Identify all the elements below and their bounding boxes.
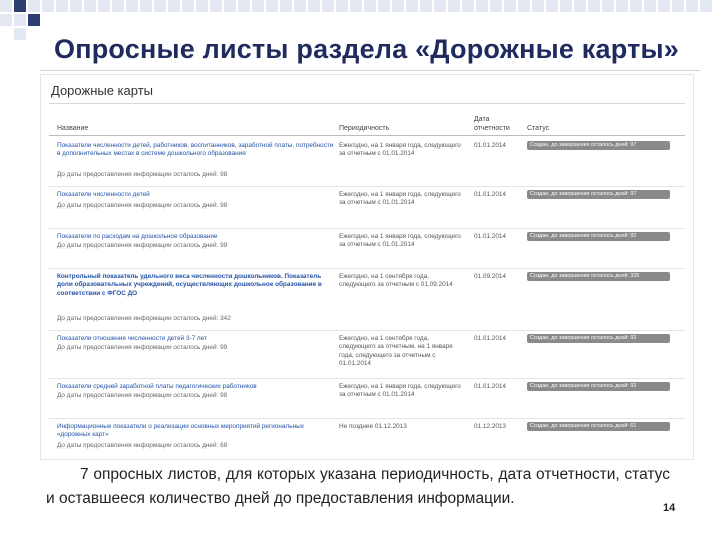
caption-text: 7 опросных листов, для которых указана периодичность, дата отчетности, статус и оставшееся количество дней до предоставления информации. (46, 466, 670, 507)
status-badge[interactable]: Создан, до завершения осталось дней: 92 (527, 382, 670, 391)
table-row (49, 187, 685, 229)
row-days-left: До даты предоставления информации осталось дней: 98 (57, 392, 228, 399)
row-days-left: До даты предоставления информации осталось дней: 98 (57, 171, 228, 178)
row-period: Ежегодно, на 1 января года, следующего за отчетным с 01.01.2014 (339, 383, 461, 399)
row-date: 01.01.2014 (474, 335, 506, 342)
row-days-left: До даты предоставления информации осталось дней: 98 (57, 202, 228, 209)
status-badge[interactable]: Создан, до завершения осталось дней: 97 (527, 190, 670, 199)
column-header-date: Дата отчетности (474, 116, 510, 132)
row-days-left: До даты предоставления информации осталось дней: 99 (57, 242, 228, 249)
row-name-link[interactable]: Контрольный показатель удельного веса численности дошкольников. Показатель доли образовательных учреждений, осуществляющих дошкольное образование в соответствии с ФГОС ДО (57, 273, 322, 297)
slide-title: Опросные листы раздела «Дорожные карты» (54, 34, 679, 64)
row-date: 01.12.2013 (474, 423, 506, 430)
row-period: Не позднее 01.12.2013 (339, 423, 407, 430)
row-name-link[interactable]: Показатели по расходам на дошкольное образование (57, 233, 218, 240)
row-days-left: До даты предоставления информации осталось дней: 68 (57, 442, 228, 449)
row-period: Ежегодно, на 1 января года, следующего за отчетным с 01.01.2014 (339, 233, 461, 249)
table-row (49, 138, 685, 187)
table-row (49, 419, 685, 459)
row-period: Ежегодно, на 1 сентября года, следующего за отчетным с 01.09.2014 (339, 273, 453, 289)
row-name-link[interactable]: Показатели средней заработной платы педагогических работников (57, 383, 257, 390)
table-row (49, 331, 685, 379)
row-period: Ежегодно, на 1 сентября года, следующего за отчетным, на 1 января года, следующего за отчетным с 01.01.2014 (339, 335, 453, 368)
row-name-link[interactable]: Показатели отношения численности детей 3-7 лет (57, 335, 207, 342)
row-period: Ежегодно, на 1 января года, следующего за отчетным с 01.01.2014 (339, 142, 461, 158)
row-date: 01.01.2014 (474, 142, 506, 149)
row-date: 01.01.2014 (474, 191, 506, 198)
table-row (49, 229, 685, 269)
roadmaps-panel (40, 74, 694, 460)
panel-title: Дорожные карты (51, 83, 154, 98)
slide-caption (46, 463, 670, 511)
title-divider (40, 70, 700, 71)
row-date: 01.01.2014 (474, 233, 506, 240)
table-row (49, 269, 685, 331)
row-name-link[interactable]: Показатели численности детей, работников, воспитанников, заработной платы, потребности в дополнительных местах в системе дошкольного образования (57, 142, 334, 158)
status-badge[interactable]: Создан, до завершения осталось дней: 61 (527, 422, 670, 431)
row-days-left: До даты предоставления информации осталось дней: 99 (57, 344, 228, 351)
status-badge[interactable]: Создан, до завершения осталось дней: 335 (527, 272, 670, 281)
column-header-period: Периодичность (339, 125, 390, 132)
column-header-name: Название (57, 125, 89, 132)
row-date: 01.01.2014 (474, 383, 506, 390)
row-date: 01.09.2014 (474, 273, 506, 280)
row-name-link[interactable]: Информационные показатели о реализации основных мероприятий региональных «дорожных карт» (57, 423, 304, 439)
row-name-link[interactable]: Показатели численности детей (57, 191, 150, 198)
row-period: Ежегодно, на 1 января года, следующего за отчетным с 01.01.2014 (339, 191, 461, 207)
page-number: 14 (663, 502, 676, 514)
column-header-status: Статус (527, 125, 550, 132)
row-days-left: До даты предоставления информации осталось дней: 342 (57, 315, 231, 322)
table-row (49, 379, 685, 419)
header-divider (49, 135, 685, 136)
panel-divider (49, 103, 685, 104)
status-badge[interactable]: Создан, до завершения осталось дней: 92 (527, 334, 670, 343)
status-badge[interactable]: Создан, до завершения осталось дней: 97 (527, 141, 670, 150)
status-badge[interactable]: Создан, до завершения осталось дней: 92 (527, 232, 670, 241)
